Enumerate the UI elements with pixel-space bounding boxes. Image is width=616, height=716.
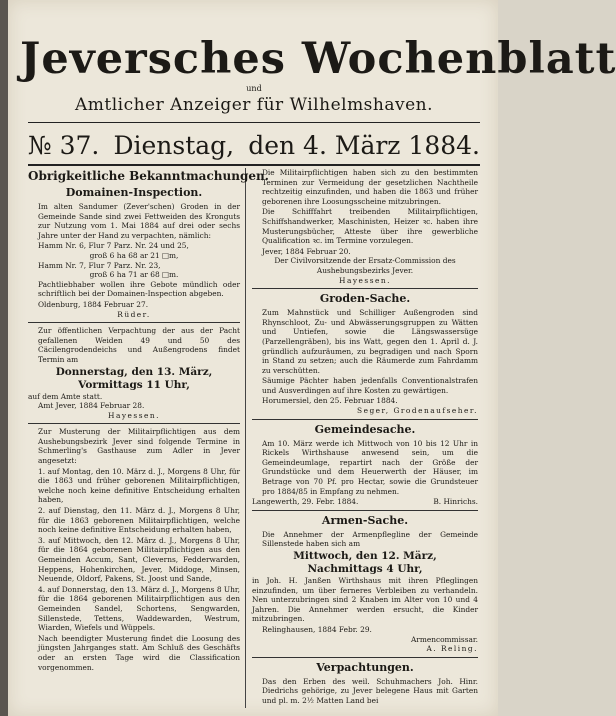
parcel-line: Hamm Nr. 7, Flur 7 Parz. Nr. 23, <box>38 260 161 270</box>
military-signature-2: Aushebungsbezirks Jever. <box>316 265 414 275</box>
domain-inspection-heading: Domainen-Inspection. <box>65 186 203 199</box>
domain-place-date: Oldenburg, 1884 Februar 27. <box>38 299 149 309</box>
verpachtungen-text: Das den Erben des weil. Schuhmachers Joh. Hinr. Diedrichs gehörige, zu Jever belegene Haus mit Garten und pl. m. 2½ Matten Land bei <box>262 676 478 705</box>
military-place-date: Jever, 1884 Februar 20. <box>262 246 351 256</box>
left-column <box>28 168 269 673</box>
gemeinde-text: Am 10. März werde ich Mittwoch von 10 bis 12 Uhr in Rickels Wirthshause anwesend sein, um die Gemeindeumlage, repartirt nach der Größe der Grundstücke und dem Heuerwerth der Häuser, im Betrage von 70 Pf. pro Hectar, sowie die Grundsteuer pro 1884/85 in Empfang zu nehmen. <box>262 438 478 496</box>
armen-date: Mittwoch, den 12. März, <box>293 550 437 562</box>
domain-notice-text: Im alten Sandumer (Zever'schen) Groden in der Gemeinde Sande sind zwei Fettweiden des Kronguts zur Nutzung vom 1. Mai 1884 auf drei oder sechs Jahre unter der Hand zu verpachten, nämlich: <box>38 202 240 240</box>
armen-time: Nachmittags 4 Uhr, <box>307 563 423 575</box>
divider <box>28 423 240 424</box>
lease-place: auf dem Amte statt. <box>28 391 103 401</box>
official-notices-heading: Obrigkeitliche Bekanntmachungen. <box>28 169 269 183</box>
divider <box>252 419 478 420</box>
military-signature-3: Hayessen. <box>339 275 391 285</box>
domain-signature: Rüder. <box>117 309 151 319</box>
domain-notice-text2: Pachtliebhaber wollen ihre Gebote mündlich oder schriftlich bei der Domainen-Inspection abgeben. <box>38 279 240 299</box>
groden-heading: Groden-Sache. <box>319 292 411 306</box>
groden-text: Zum Mahnstück und Schilliger Außengroden sind Rhynschloot, Zu- und Abwässerungsgruppen zu Wätten und Untiefen, sowie die Längswassersüge (Parzellengräben), bis ins Watt, gegen den 1. April d. J. gründlich aufzuräumen, zu begradigen und nach Sporn in Stand zu setzen; auch die Räumerde zum Fahrdamm zu verschütten. <box>262 308 478 375</box>
groden-place-date: Horumersiel, den 25. Februar 1884. <box>262 396 398 406</box>
muster-item: 2. auf Dienstag, den 11. März d. J., Morgens 8 Uhr, für die 1863 geborenen Militairpflichtigen, welche noch keine definitive Entscheidung erhalten haben, <box>38 506 240 535</box>
verpachtungen-heading: Verpachtungen. <box>316 660 414 674</box>
masthead-und: und <box>246 84 262 93</box>
gemeinde-signature: B. Hinrichs. <box>433 497 478 507</box>
lease-notice-text: Zur öffentlichen Verpachtung der aus der Pacht gefallenen Weiden 49 und 50 des Cäcilengrodendeichs und Außengrodens findet Termin am <box>38 326 240 364</box>
armen-text: Die Annehmer der Armenpflegline der Gemeinde Sillenstede haben sich am <box>262 529 478 549</box>
armen-signature-2: A. Reling. <box>426 644 478 654</box>
gemeinde-footer <box>252 497 478 507</box>
gemeinde-heading: Gemeindesache. <box>314 422 416 436</box>
parcel-line: groß 6 ha 68 ar 21 □m, <box>89 250 179 260</box>
issue-number: № 37. <box>28 131 100 160</box>
header-rule <box>28 164 480 166</box>
parcel-line: Hamm Nr. 6, Flur 7 Parz. Nr. 24 und 25, <box>38 241 189 251</box>
issue-date: den 4. März 1884. <box>248 131 480 160</box>
groden-signature: Seger, Grodenaufseher. <box>357 406 478 416</box>
armen-signature-1: Armencommissar. <box>410 634 478 644</box>
armen-text2: in Joh. H. Janßen Wirthshaus mit ihren Pfleglingen einzufinden, um über ferneres Verbleiben zu verhandeln. Nen unterzubringen sind 2 Knaben im Alter von 10 und 4 Jahren. Die Annehmer werden ersucht, die Kinder mitzubringen. <box>252 576 478 624</box>
column-separator <box>245 168 246 708</box>
muster-closing: Nach beendigter Musterung findet die Loosung des jüngsten Jahrganges statt. Am Schluß des Geschäfts oder an ersten Tage wird die Classification vorgenommen. <box>38 633 240 672</box>
lease-signature: Hayessen. <box>108 410 160 420</box>
muster-item: 3. auf Mittwoch, den 12. März d. J., Morgens 8 Uhr, für die 1864 geborenen Militairpflichtigen aus den Gemeinden Accum, Sant, Cleverns, Fedderwarden, Heppens, Hohenkirchen, Jever, Middoge, Minsen, Neuende, Oldorf, Pakens, St. Joost und Sande, <box>38 535 240 584</box>
groden-text2: Säumige Pächter haben jedenfalls Conventionalstrafen und Ausverdingen auf ihre Kosten zu gewärtigen. <box>262 376 478 395</box>
top-rule <box>28 122 480 123</box>
lease-time: Vormittags 11 Uhr, <box>78 378 190 391</box>
muster-intro: Zur Musterung der Militairpflichtigen aus dem Aushebungsbezirk Jever sind folgende Termine in Schmerling's Gasthause zum Adler in Jever angesetzt: <box>38 427 240 466</box>
masthead-subtitle: Amtlicher Anzeiger für Wilhelmshaven. <box>74 95 434 115</box>
masthead-title: Jeversches Wochenblatt <box>20 34 616 84</box>
right-column <box>252 168 478 707</box>
armen-place-date: Relinghausen, 1884 Febr. 29. <box>262 624 372 634</box>
divider <box>28 322 240 323</box>
divider <box>252 657 478 658</box>
muster-item: 1. auf Montag, den 10. März d. J., Morgens 8 Uhr, für die 1863 und früher geborenen Militairpflichtigen, welche noch keine definitive Entscheidung erhalten haben, <box>38 466 240 505</box>
issue-weekday: Dienstag, <box>113 131 235 160</box>
military-notice-text: Die Militairpflichtigen haben sich zu den bestimmten Terminen zur Vermeidung der gesetzlichen Nachtheile rechtzeitig einzufinden, und haben die 1863 und früher geborenen ihre Loosungsscheine mitzubringen. <box>262 168 478 206</box>
muster-item: 4. auf Donnerstag, den 13. März d. J., Morgens 8 Uhr, für die 1864 geborenen Militairpflichtigen aus den Gemeinden Sandel, Schortens, Sengwarden, Sillenstede, Tettens, Waddewarden, Westrum, Wiarden, Wiefels und Wüppels. <box>38 584 240 633</box>
lease-date: Donnerstag, den 13. März, <box>55 365 213 378</box>
divider <box>252 288 478 289</box>
military-signature-1: Der Civilvorsitzende der Ersatz-Commission des <box>274 256 456 266</box>
divider <box>252 510 478 511</box>
military-notice-text2: Die Schifffahrt treibenden Militairpflichtigen, Schiffshandwerker, Maschinisten, Heizer ꝛc. haben ihre Musterungsbücher, Atteste über ihre gewerbliche Qualification ꝛc. im Termine vorzulegen. <box>262 207 478 246</box>
lease-dateline: Amt Jever, 1884 Februar 28. <box>38 401 145 411</box>
armen-heading: Armen-Sache. <box>321 513 409 527</box>
gemeinde-place-date: Langewerth, 29. Febr. 1884. <box>252 497 359 507</box>
page-edge <box>0 0 8 716</box>
issue-dateline <box>28 126 480 166</box>
parcel-line: groß 6 ha 71 ar 68 □m. <box>89 270 179 280</box>
